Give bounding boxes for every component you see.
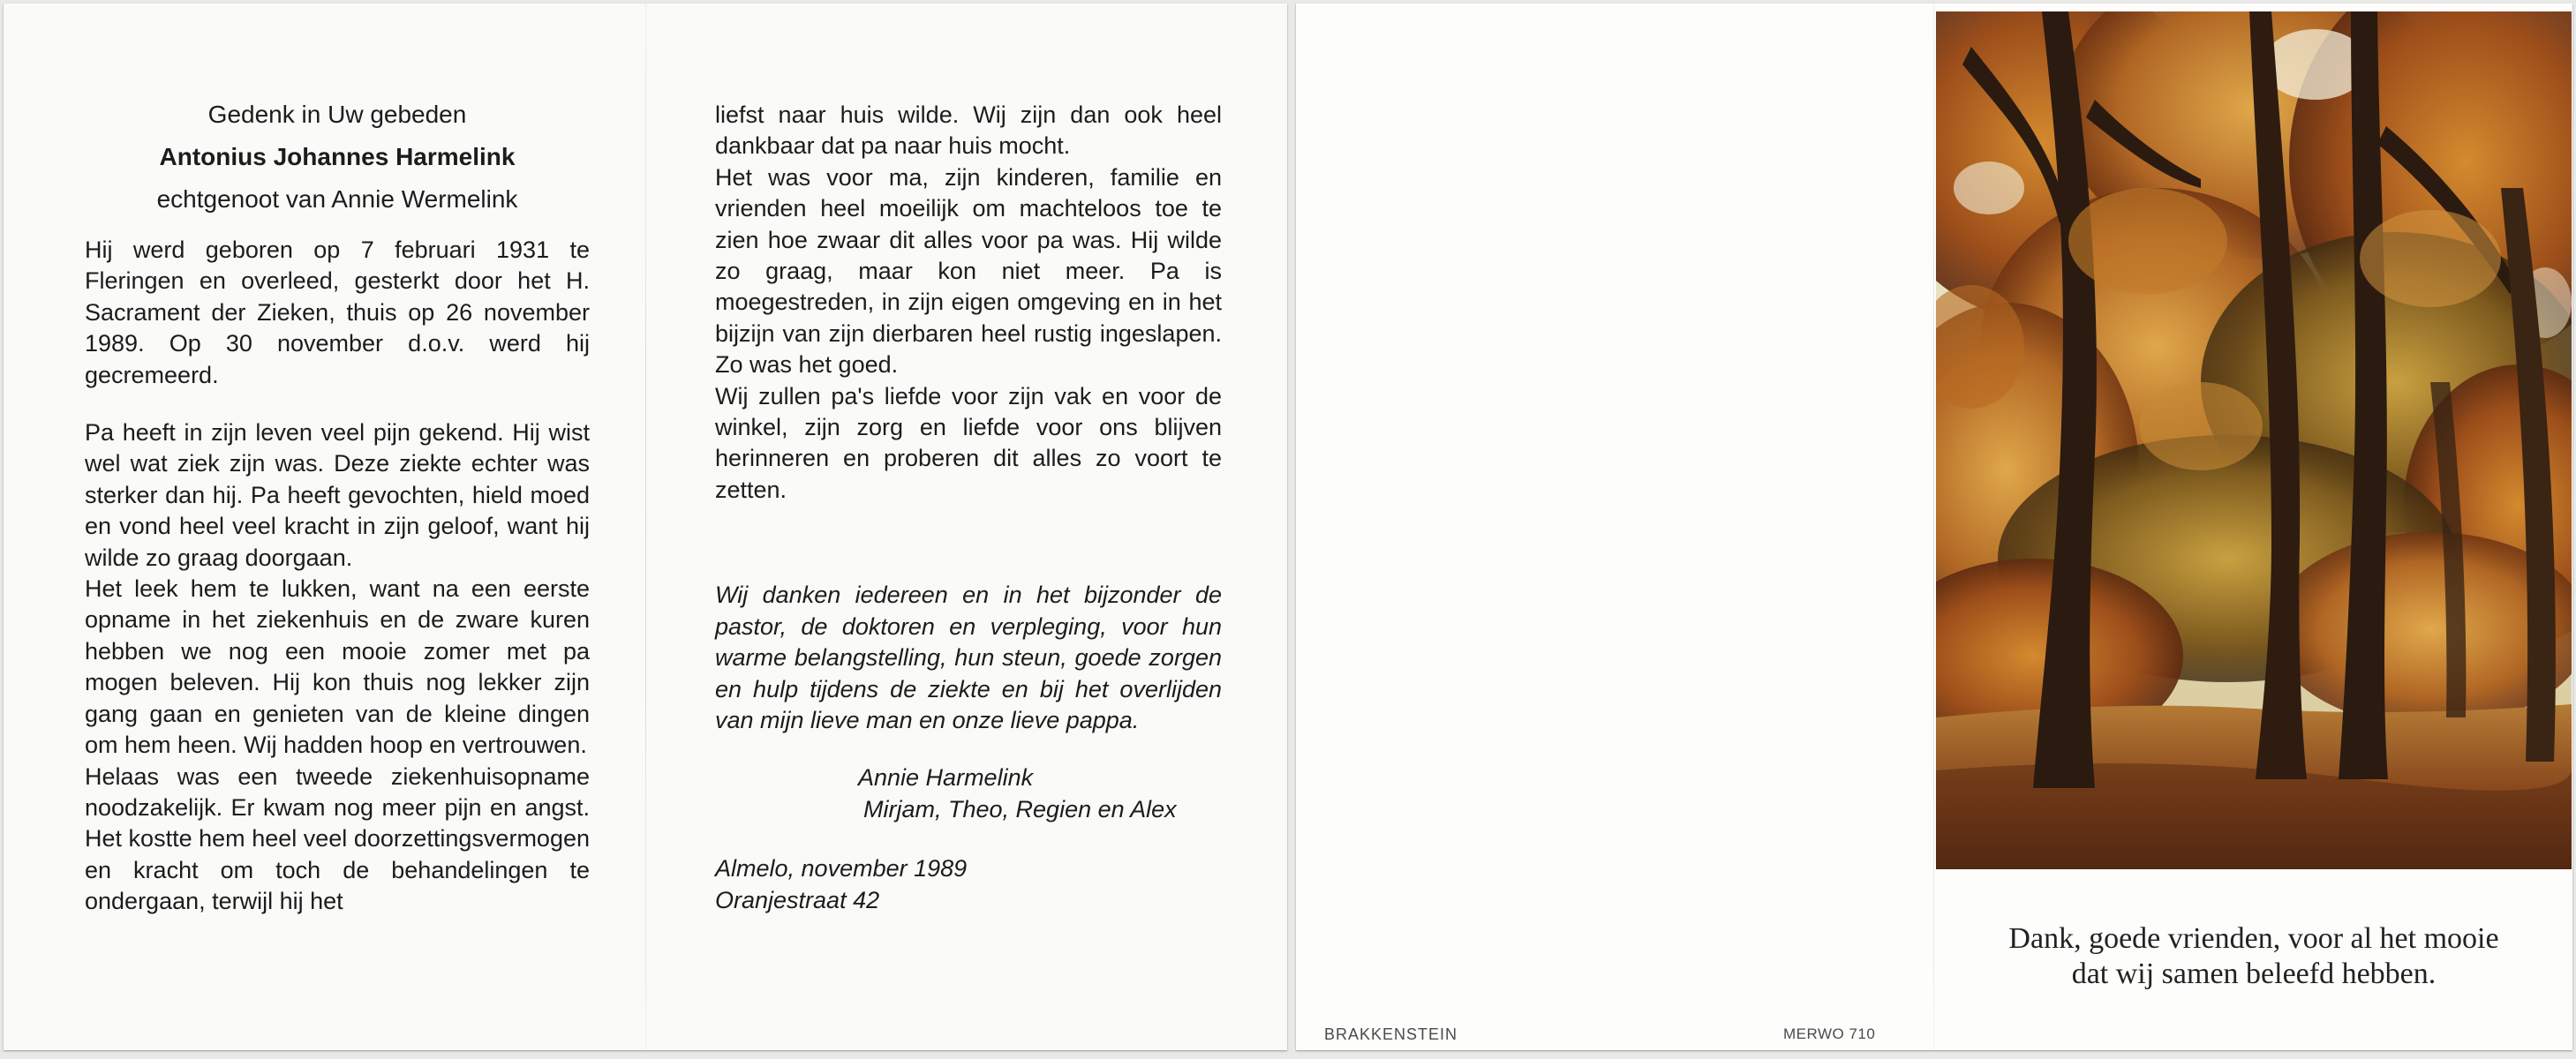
quote-text [1936,921,2572,992]
birth-death-paragraph: Hij werd geboren op 7 februari 1931 te Fleringen en overleed, gesterkt door het H. Sacrament der Zieken, thuis op 26 november 1989. Op 30 november d.o.v. werd hij gecremeerd. [85,237,590,388]
family-line-widow: Annie Harmelink [858,764,1034,792]
place-date: Almelo, november 1989 [715,855,968,882]
place-and-address [715,853,1222,916]
family-paragraph: Het was voor ma, zijn kinderen, familie en vrienden heel moeilijk om machteloos toe te zien hoe zwaar dit alles voor pa was. Hij wilde zo graag, maar kon niet meer. Pa is moegestreden, in zijn eigen omgeving en in het bijzijn van zijn dierbaren heel rustig ingeslapen. Zo was het goed. [715,163,1222,379]
thanks-paragraph: Wij danken iedereen en in het bijzonder de pastor, de doktoren en verpleging, voor hun warme belangstelling, hun steun, goede zorgen en hulp tijdens de ziekte en bij het overlijden van mijn lieve man en onze lieve pappa. [715,582,1222,733]
card-fold-line [645,4,646,1050]
quote-line-2: dat wij samen beleefd hebben. [2071,958,2437,990]
product-code: MERWO 710 [1783,1025,1876,1042]
recovery-paragraph: Het leek hem te lukken, want na een eerste opname in het ziekenhuis en de zware kuren hebben we nog een mooie zomer met pa mogen beleven. Hij kon thuis nog lekker zijn gang gaan en genieten van de kleine dingen om hem heen. Wij hadden hoop en vertrouwen. [85,575,590,759]
home-paragraph: liefst naar huis wilde. Wij zijn dan ook heel dankbaar dat pa naar huis mocht. [715,101,1222,160]
spouse-line: echtgenoot van Annie Wermelink [156,185,518,213]
publisher-brand: BRAKKENSTEIN [1324,1025,1458,1043]
life-paragraph: Pa heeft in zijn leven veel pijn gekend. Hij wist wel wat ziek zijn was. Deze ziekte echter was sterker dan hij. Pa heeft gevochten, hield moed en vond heel veel kracht in zijn geloof, want hij wilde zo graag doorgaan. [85,419,590,571]
hospital-paragraph: Helaas was een tweede ziekenhuisopname noodzakelijk. Er kwam nog meer pijn en angst. Het kostte hem heel veel doorzettingsvermogen en kracht om toch de behandelingen te ondergaan, terwijl hij het [85,762,590,915]
remembrance-paragraph: Wij zullen pa's liefde voor zijn vak en voor de winkel, zijn zorg en liefde voor ons blijven herinneren en proberen dit alles zo voort te zetten. [715,382,1222,503]
left-text-column [85,97,590,918]
right-text-column [715,100,1222,916]
card-fold-line [1933,4,1934,1050]
deceased-name: Antonius Johannes Harmelink [159,143,516,170]
address: Oranjestraat 42 [715,886,880,913]
family-signature [715,762,1222,825]
memorial-card-inner-spread [4,4,1287,1050]
quote-line-1: Dank, goede vrienden, voor al het mooie [2008,922,2499,955]
memorial-card-outer-spread [1296,4,2572,1050]
prayer-heading: Gedenk in Uw gebeden [207,101,467,128]
family-line-children: Mirjam, Theo, Regien en Alex [863,795,1177,822]
autumn-forest-photo [1936,11,2572,869]
